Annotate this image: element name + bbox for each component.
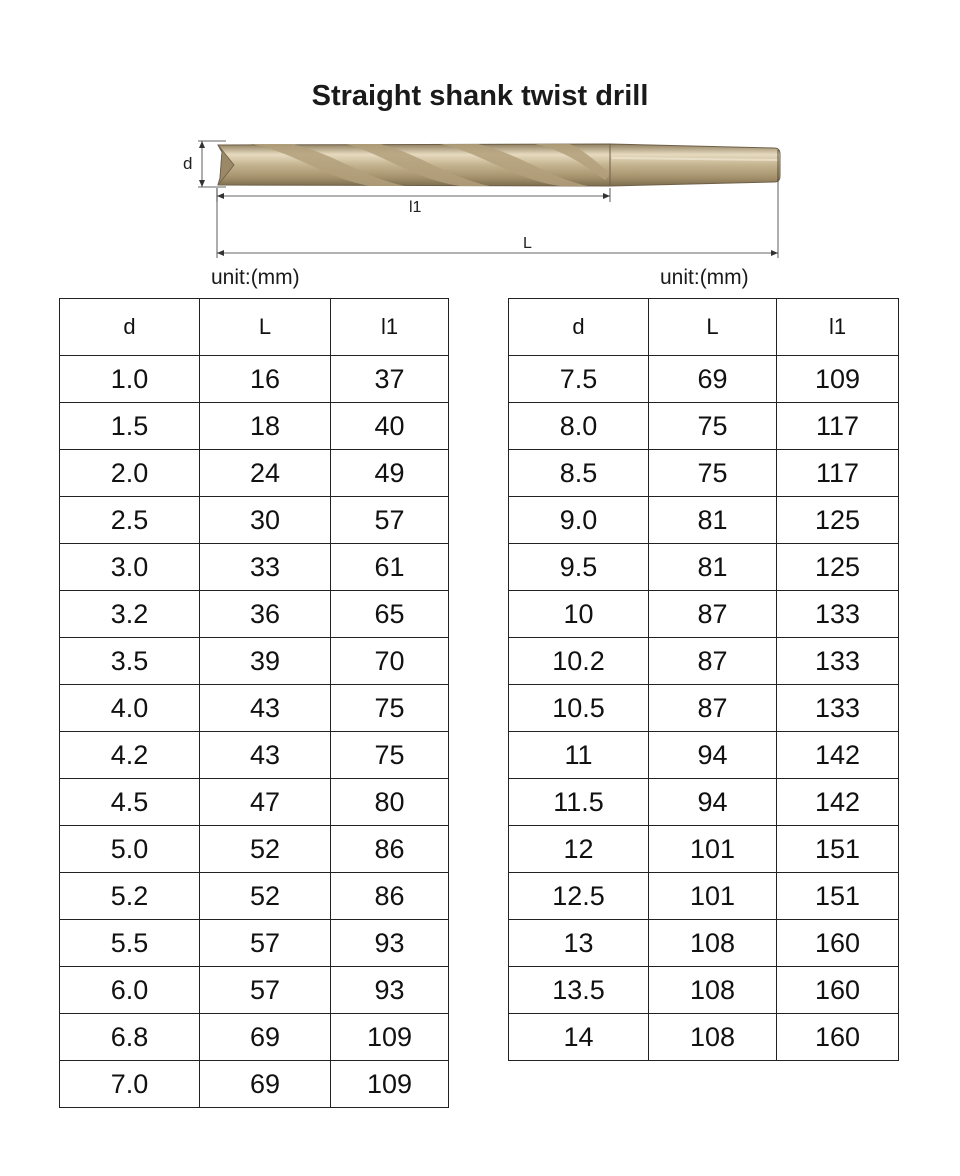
cell-L: 43 (200, 685, 331, 732)
cell-l1: 80 (331, 779, 449, 826)
cell-L: 69 (649, 356, 777, 403)
table-row (60, 356, 449, 403)
cell-L: 57 (200, 920, 331, 967)
table-row (509, 826, 899, 873)
cell-L: 108 (649, 967, 777, 1014)
label-d: d (183, 154, 193, 173)
table-row (60, 685, 449, 732)
cell-d: 7.0 (60, 1061, 200, 1108)
cell-L: 36 (200, 591, 331, 638)
header-d: d (509, 299, 649, 356)
cell-d: 13 (509, 920, 649, 967)
label-L: L (523, 235, 532, 252)
cell-l1: 49 (331, 450, 449, 497)
cell-l1: 133 (777, 638, 899, 685)
cell-d: 5.2 (60, 873, 200, 920)
cell-d: 3.2 (60, 591, 200, 638)
cell-l1: 86 (331, 873, 449, 920)
cell-L: 94 (649, 732, 777, 779)
cell-d: 12 (509, 826, 649, 873)
cell-d: 5.5 (60, 920, 200, 967)
cell-L: 16 (200, 356, 331, 403)
table-row (60, 1061, 449, 1108)
table-row (60, 591, 449, 638)
cell-L: 101 (649, 826, 777, 873)
cell-d: 2.0 (60, 450, 200, 497)
cell-d: 14 (509, 1014, 649, 1061)
cell-l1: 70 (331, 638, 449, 685)
cell-L: 75 (649, 403, 777, 450)
cell-l1: 160 (777, 920, 899, 967)
cell-l1: 109 (331, 1061, 449, 1108)
unit-label-left: unit:(mm) (211, 266, 300, 289)
cell-l1: 61 (331, 544, 449, 591)
table-header-row (509, 299, 899, 356)
cell-L: 52 (200, 826, 331, 873)
table-row (60, 967, 449, 1014)
cell-d: 6.8 (60, 1014, 200, 1061)
cell-d: 10.5 (509, 685, 649, 732)
table-row (509, 638, 899, 685)
table-row (60, 826, 449, 873)
table-row (509, 356, 899, 403)
table-row (509, 403, 899, 450)
cell-L: 108 (649, 1014, 777, 1061)
cell-L: 33 (200, 544, 331, 591)
cell-l1: 37 (331, 356, 449, 403)
cell-l1: 151 (777, 873, 899, 920)
page-title: Straight shank twist drill (311, 80, 649, 112)
cell-d: 9.0 (509, 497, 649, 544)
cell-d: 1.5 (60, 403, 200, 450)
cell-l1: 75 (331, 685, 449, 732)
cell-L: 75 (649, 450, 777, 497)
cell-l1: 117 (777, 450, 899, 497)
cell-d: 10 (509, 591, 649, 638)
table-row (509, 450, 899, 497)
cell-L: 52 (200, 873, 331, 920)
cell-L: 69 (200, 1061, 331, 1108)
cell-L: 47 (200, 779, 331, 826)
cell-d: 7.5 (509, 356, 649, 403)
cell-L: 87 (649, 638, 777, 685)
cell-l1: 93 (331, 920, 449, 967)
table-row (60, 544, 449, 591)
spec-table-right (508, 298, 899, 1061)
cell-d: 3.5 (60, 638, 200, 685)
table-row (509, 967, 899, 1014)
table-row (60, 1014, 449, 1061)
header-l1: l1 (331, 299, 449, 356)
table-row (509, 497, 899, 544)
cell-L: 39 (200, 638, 331, 685)
cell-l1: 160 (777, 1014, 899, 1061)
cell-d: 4.2 (60, 732, 200, 779)
cell-L: 43 (200, 732, 331, 779)
table-row (509, 779, 899, 826)
table-row (509, 873, 899, 920)
table-row (60, 450, 449, 497)
cell-L: 24 (200, 450, 331, 497)
table-row (509, 591, 899, 638)
cell-d: 4.0 (60, 685, 200, 732)
table-row (60, 732, 449, 779)
cell-d: 11.5 (509, 779, 649, 826)
table-row (509, 732, 899, 779)
cell-l1: 133 (777, 591, 899, 638)
table-row (509, 685, 899, 732)
cell-d: 8.0 (509, 403, 649, 450)
cell-l1: 40 (331, 403, 449, 450)
table-row (60, 920, 449, 967)
header-L: L (649, 299, 777, 356)
cell-l1: 133 (777, 685, 899, 732)
cell-l1: 125 (777, 544, 899, 591)
header-d: d (60, 299, 200, 356)
cell-d: 10.2 (509, 638, 649, 685)
table-row (509, 1014, 899, 1061)
cell-l1: 151 (777, 826, 899, 873)
cell-l1: 160 (777, 967, 899, 1014)
cell-d: 2.5 (60, 497, 200, 544)
table-row (60, 403, 449, 450)
cell-l1: 75 (331, 732, 449, 779)
cell-d: 6.0 (60, 967, 200, 1014)
cell-d: 13.5 (509, 967, 649, 1014)
cell-L: 57 (200, 967, 331, 1014)
drill-diagram (180, 130, 790, 262)
table-row (60, 638, 449, 685)
header-L: L (200, 299, 331, 356)
cell-L: 81 (649, 544, 777, 591)
cell-d: 11 (509, 732, 649, 779)
cell-l1: 109 (331, 1014, 449, 1061)
cell-d: 5.0 (60, 826, 200, 873)
cell-l1: 125 (777, 497, 899, 544)
table-row (509, 544, 899, 591)
cell-l1: 57 (331, 497, 449, 544)
cell-d: 3.0 (60, 544, 200, 591)
table-row (60, 873, 449, 920)
cell-L: 87 (649, 685, 777, 732)
cell-d: 12.5 (509, 873, 649, 920)
cell-l1: 109 (777, 356, 899, 403)
cell-l1: 93 (331, 967, 449, 1014)
table-header-row (60, 299, 449, 356)
header-l1: l1 (777, 299, 899, 356)
cell-L: 69 (200, 1014, 331, 1061)
cell-L: 108 (649, 920, 777, 967)
cell-L: 87 (649, 591, 777, 638)
cell-l1: 117 (777, 403, 899, 450)
cell-l1: 65 (331, 591, 449, 638)
unit-label-right: unit:(mm) (660, 266, 749, 289)
table-row (60, 779, 449, 826)
cell-d: 1.0 (60, 356, 200, 403)
cell-L: 18 (200, 403, 331, 450)
cell-L: 101 (649, 873, 777, 920)
cell-d: 4.5 (60, 779, 200, 826)
spec-table-left (59, 298, 449, 1108)
label-l1: l1 (409, 199, 422, 216)
cell-l1: 142 (777, 779, 899, 826)
cell-d: 9.5 (509, 544, 649, 591)
cell-L: 94 (649, 779, 777, 826)
drill-bit (218, 144, 780, 186)
table-row (509, 920, 899, 967)
cell-L: 30 (200, 497, 331, 544)
cell-l1: 142 (777, 732, 899, 779)
cell-l1: 86 (331, 826, 449, 873)
cell-L: 81 (649, 497, 777, 544)
table-row (60, 497, 449, 544)
cell-d: 8.5 (509, 450, 649, 497)
